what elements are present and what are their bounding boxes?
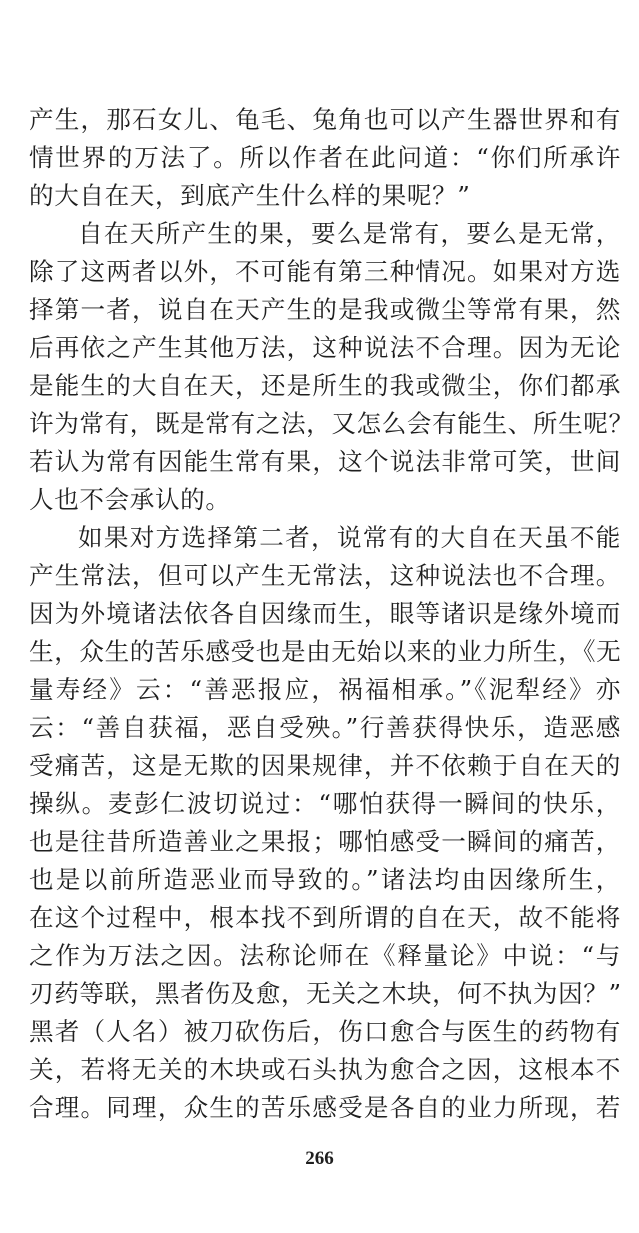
text-line: 许为常有，既是常有之法，又怎么会有能生、所生呢？ bbox=[29, 409, 634, 438]
body-text bbox=[29, 101, 634, 1127]
text-line: 产生，那石女儿、龟毛、兔角也可以产生器世界和有 bbox=[29, 105, 621, 134]
text-line: 若认为常有因能生常有果，这个说法非常可笑，世间 bbox=[29, 447, 621, 476]
text-line: 量寿经》云：“善恶报应，祸福相承。”《泥犁经》亦 bbox=[29, 675, 621, 704]
text-line: 择第一者，说自在天产生的是我或微尘等常有果，然 bbox=[29, 295, 621, 324]
text-line: 人也不会承认的。 bbox=[29, 485, 231, 514]
text-line: 在这个过程中，根本找不到所谓的自在天，故不能将 bbox=[29, 903, 621, 932]
paragraph-first-line: 自在天所产生的果，要么是常有，要么是无常， bbox=[78, 219, 621, 248]
paragraph-first-line: 如果对方选择第二者，说常有的大自在天虽不能 bbox=[78, 523, 621, 552]
text-line: 黑者（人名）被刀砍伤后，伤口愈合与医生的药物有 bbox=[29, 1017, 621, 1046]
text-line: 受痛苦，这是无欺的因果规律，并不依赖于自在天的 bbox=[29, 751, 621, 780]
text-line: 除了这两者以外，不可能有第三种情况。如果对方选 bbox=[29, 257, 621, 286]
text-line: 的大自在天，到底产生什么样的果呢？” bbox=[29, 181, 471, 210]
text-line: 产生常法，但可以产生无常法，这种说法也不合理。 bbox=[29, 561, 621, 590]
text-line: 之作为万法之因。法称论师在《释量论》中说：“与 bbox=[29, 941, 621, 970]
text-line: 云：“善自获福，恶自受殃。”行善获得快乐，造恶感 bbox=[29, 713, 621, 742]
text-line: 操纵。麦彭仁波切说过：“哪怕获得一瞬间的快乐， bbox=[29, 789, 621, 818]
text-line: 也是往昔所造善业之果报；哪怕感受一瞬间的痛苦， bbox=[29, 827, 621, 856]
text-line: 后再依之产生其他万法，这种说法不合理。因为无论 bbox=[29, 333, 621, 362]
text-line: 也是以前所造恶业而导致的。”诸法均由因缘所生， bbox=[29, 865, 621, 894]
text-line: 关，若将无关的木块或石头执为愈合之因，这根本不 bbox=[29, 1055, 621, 1084]
text-line: 情世界的万法了。所以作者在此问道：“你们所承许 bbox=[29, 143, 621, 172]
text-line: 合理。同理，众生的苦乐感受是各自的业力所现，若 bbox=[29, 1093, 621, 1122]
text-line: 生，众生的苦乐感受也是由无始以来的业力所生，《无 bbox=[29, 637, 622, 666]
text-line: 因为外境诸法依各自因缘而生，眼等诸识是缘外境而 bbox=[29, 599, 621, 628]
text-line: 刃药等联，黑者伤及愈，无关之木块，何不执为因？” bbox=[29, 979, 622, 1008]
page-number: 266 bbox=[305, 1148, 334, 1169]
text-line: 是能生的大自在天，还是所生的我或微尘，你们都承 bbox=[29, 371, 621, 400]
